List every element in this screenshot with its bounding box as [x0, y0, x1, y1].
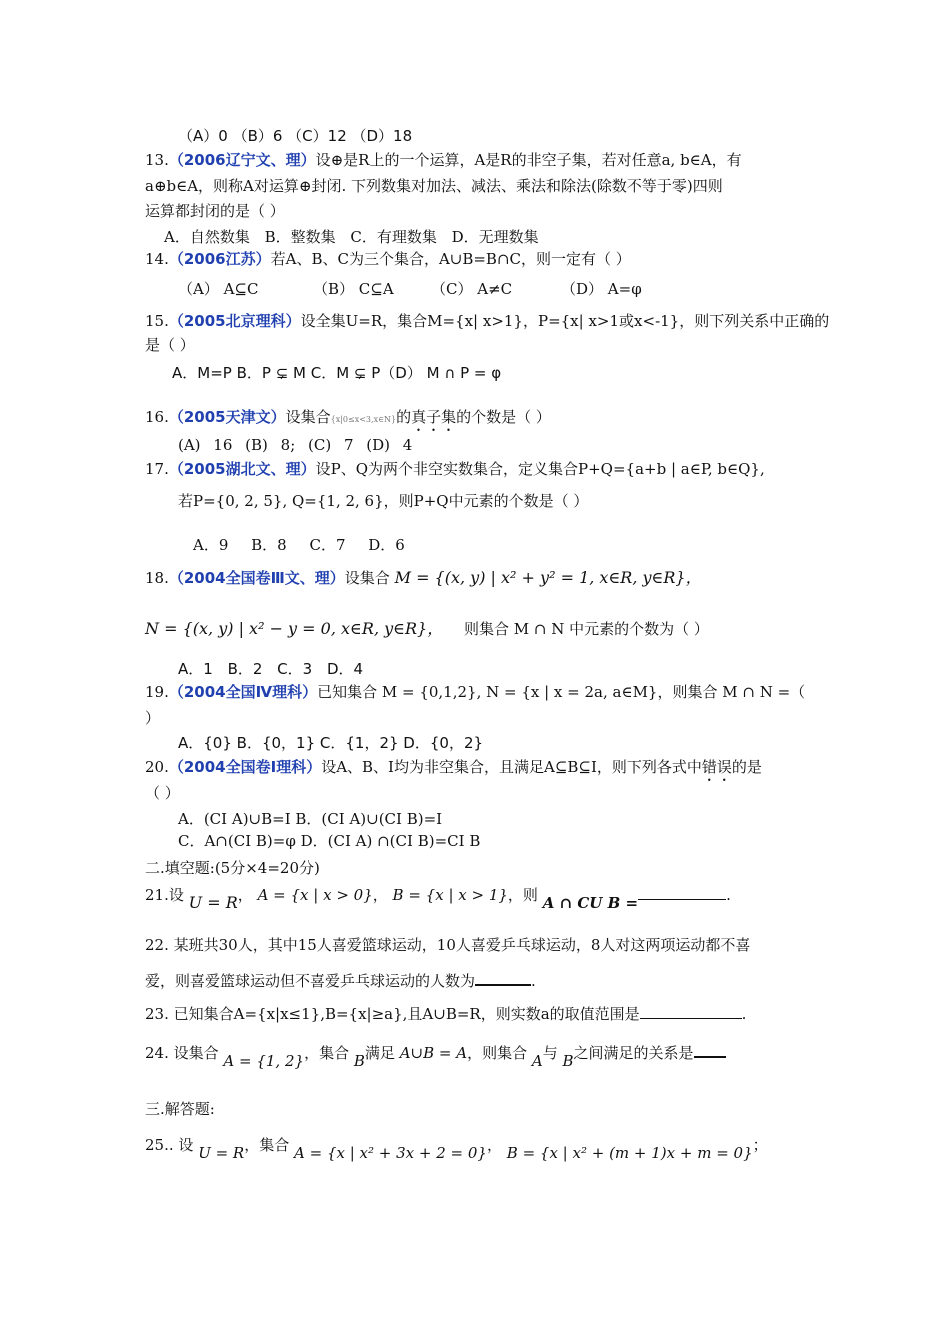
q16-set: {x|0≤x<3,x∈N}: [330, 415, 397, 424]
q18-text1: 设集合: [344, 569, 390, 587]
q18-text2: 则集合 M ∩ N 中元素的个数为（ ）: [464, 620, 709, 638]
q17-text1: 设P、Q为两个非空实数集合，定义集合P+Q={a+b | a∈P, b∈Q},: [315, 460, 765, 478]
q13-line1: [145, 149, 742, 171]
q21-number: 21.: [145, 886, 169, 904]
q18-options: A．1 B．2 C．3 D．4: [178, 660, 364, 678]
q24-math-b: B: [353, 1052, 365, 1070]
q20-options-row1: A．(CI A)∪B=I B．(CI A)∪(CI B)=I: [178, 810, 443, 828]
q20-line2: （ ）: [145, 784, 180, 802]
q23-line: [145, 1003, 746, 1025]
q20-number: 20.: [145, 758, 169, 776]
q18-set-n: N = {(x, y) | x² − y = 0, x∈R, y∈R}，: [145, 619, 444, 638]
q24-text-d: ，则集合: [467, 1044, 528, 1062]
q21-text-c: ，: [372, 886, 388, 904]
q21-math-b: B = {x | x > 1}: [392, 886, 508, 904]
q13-text1: 设⊕是R上的一个运算，A是R的非空子集，若对任意a, b∈A，有: [315, 151, 742, 169]
q19-text1: 已知集合 M = {0,1,2}, N = {x | x = 2a, a∈M}，则集合 M ∩ N =（: [317, 683, 806, 701]
q16-number: 16.: [145, 408, 169, 426]
q24-answer-blank[interactable]: [694, 1042, 726, 1058]
q14-number: 14.: [145, 250, 169, 268]
q15-text1: 设全集U=R，集合M={x| x>1}，P={x| x>1或x<-1}，则下列关系中正确的: [300, 312, 830, 330]
q25-text-d: ；: [752, 1136, 768, 1154]
q20-text1a: 设A、B、I均为非空集合，且满足A⊆B⊆I，则下列各式中: [321, 758, 702, 776]
q18-line2: [145, 618, 709, 640]
q14-options: [178, 278, 642, 300]
q13-line2: a⊕b∈A，则称A对运算⊕封闭. 下列数集对加法、减法、乘法和除法(除数不等于零)四则: [145, 177, 723, 195]
q25-math-u: U = R: [198, 1144, 245, 1162]
q15-source: （2005北京理科）: [168, 312, 301, 330]
q20-line1: [145, 756, 762, 785]
q16-line1: [145, 406, 551, 435]
q15-line2: 是（ ）: [145, 336, 195, 354]
q13-number: 13.: [145, 151, 169, 169]
q22-end: .: [531, 972, 536, 990]
q16-stem-b: 的: [396, 408, 412, 426]
q14-option-b: （B） C⊆A: [313, 280, 394, 298]
q16-stem-emphasis: 真子集: [411, 408, 457, 426]
q17-options: A．9 B．8 C．7 D．6: [193, 536, 405, 554]
q24-math-union: A∪B = A: [399, 1044, 468, 1062]
q21-math-expr: A ∩ CU B =: [542, 894, 639, 912]
q24-text-e: 与: [542, 1044, 558, 1062]
q12-options: （A）0 （B）6 （C）12 （D）18: [178, 127, 413, 145]
q18-set-m: M = {(x, y) | x² + y² = 1, x∈R, y∈R}，: [394, 568, 702, 587]
q20-source: （2004全国卷Ⅰ理科）: [168, 758, 322, 776]
q20-text1-emphasis: 错误: [701, 758, 732, 776]
q20-text1b: 的是: [731, 758, 762, 776]
q25-text-a: . 设: [168, 1136, 194, 1154]
q18-source: （2004全国卷Ⅲ文、理）: [168, 569, 345, 587]
section-fill-in-title: 二.填空题:(5分×4=20分): [145, 859, 320, 877]
q24-math-b2: B: [562, 1052, 574, 1070]
q25-text-b: ，集合: [244, 1136, 290, 1154]
q19-options: A．{0} B．{0，1} C．{1，2} D．{0，2}: [178, 734, 484, 752]
q25-text-c: ，: [486, 1136, 502, 1154]
q15-line1: [145, 310, 829, 332]
q19-line1: [145, 681, 805, 703]
q13-source: （2006辽宁文、理）: [168, 151, 316, 169]
q22-line1: 22. 某班共30人，其中15人喜爱篮球运动，10人喜爱乒乓球运动，8人对这两项运动都不喜: [145, 936, 751, 954]
q14-option-a: （A） A⊆C: [178, 280, 259, 298]
q21-answer-blank[interactable]: [638, 885, 726, 900]
q17-line2: 若P={0, 2, 5}, Q={1, 2, 6}，则P+Q中元素的个数是（ ）: [178, 492, 589, 510]
q15-options: A．M=P B．P ⊊ M C．M ⊊ P（D） M ∩ P = φ: [172, 364, 502, 382]
q16-options: (A) 16 (B) 8; (C) 7 (D) 4: [178, 436, 413, 454]
q13-line3: 运算都封闭的是（ ）: [145, 202, 285, 220]
q25-line: [145, 1134, 768, 1162]
q21-math-a: A = {x | x > 0}: [257, 886, 373, 904]
q24-text-f: 之间满足的关系是: [573, 1044, 694, 1062]
q23-text: 23. 已知集合A={x|x≤1},B={x|≥a},且A∪B=R，则实数a的取值范围是: [145, 1005, 640, 1023]
q25-number: 25.: [145, 1136, 169, 1154]
q16-stem-c: 的个数是（ ）: [456, 408, 551, 426]
q21-text-a: 设: [168, 886, 184, 904]
q22-text2: 爱，则喜爱篮球运动但不喜爱乒乓球运动的人数为: [145, 972, 476, 990]
q14-line1: [145, 248, 631, 270]
q25-math-b: B = {x | x² + (m + 1)x + m = 0}: [506, 1144, 753, 1162]
q17-source: （2005湖北文、理）: [168, 460, 316, 478]
q23-end: .: [741, 1005, 747, 1023]
q21-line: [145, 884, 731, 912]
q24-text-c: 满足: [364, 1044, 395, 1062]
q14-source: （2006江苏）: [168, 250, 271, 268]
q22-answer-blank[interactable]: [475, 970, 531, 986]
q24-text-b: ，集合: [304, 1044, 350, 1062]
q24-math-a2: A: [531, 1052, 543, 1070]
q21-text-b: ，: [237, 886, 253, 904]
q20-options-row2: C．A∩(CI B)=φ D．(CI A) ∩(CI B)=CI B: [178, 832, 481, 850]
q19-number: 19.: [145, 683, 169, 701]
q19-line2: ）: [145, 709, 161, 727]
q23-answer-blank[interactable]: [640, 1004, 742, 1019]
q13-options: A．自然数集 B．整数集 C．有理数集 D．无理数集: [164, 228, 539, 246]
q14-option-c: （C） A≠C: [431, 280, 513, 298]
q16-source: （2005天津文）: [168, 408, 286, 426]
q21-end: .: [726, 886, 731, 904]
q22-line2: [145, 970, 536, 992]
q21-text-d: ，则: [507, 886, 538, 904]
q24-text-a: 24. 设集合: [145, 1044, 219, 1062]
q14-stem: 若A、B、C为三个集合，A∪B=B∩C，则一定有（ ）: [270, 250, 631, 268]
q17-number: 17.: [145, 460, 169, 478]
q18-line1: [145, 567, 702, 589]
q17-line1: [145, 458, 765, 480]
q15-number: 15.: [145, 312, 169, 330]
q18-number: 18.: [145, 569, 169, 587]
q14-option-d: （D） A=φ: [561, 280, 642, 298]
q21-math-u: U = R: [188, 893, 238, 912]
q25-math-a: A = {x | x² + 3x + 2 = 0}: [294, 1144, 487, 1162]
q16-stem-a: 设集合: [285, 408, 331, 426]
q19-source: （2004全国Ⅳ理科）: [168, 683, 318, 701]
q24-line: [145, 1042, 726, 1070]
section-solve-title: 三.解答题:: [145, 1100, 215, 1118]
q24-math-a: A = {1, 2}: [223, 1052, 305, 1070]
